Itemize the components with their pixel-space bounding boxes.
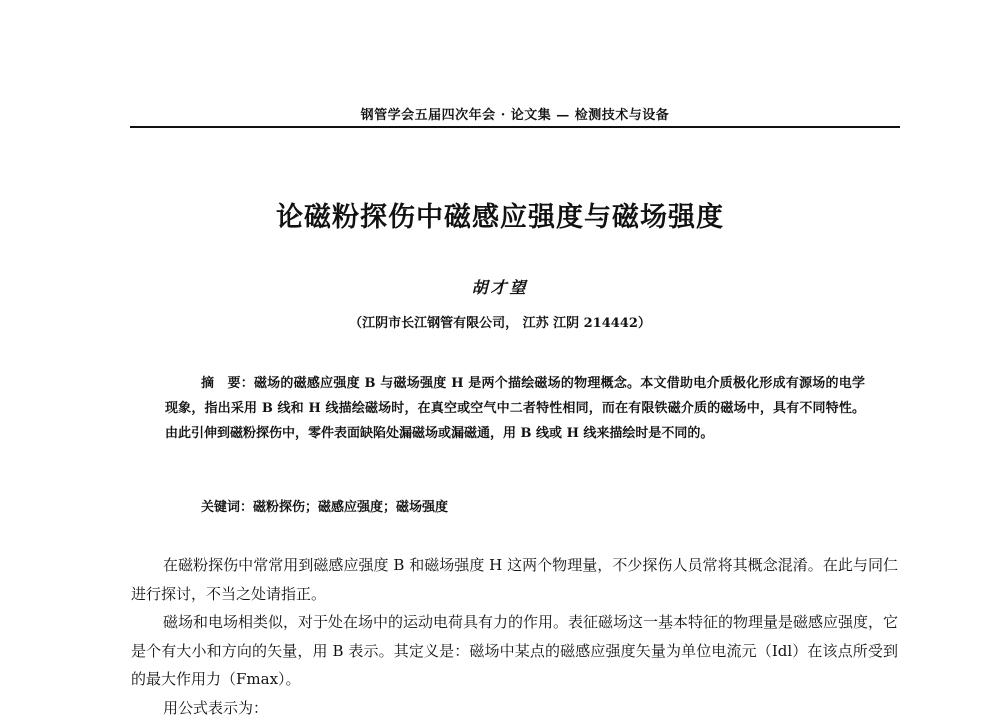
paper-title: 论磁粉探伤中磁感应强度与磁场强度: [276, 202, 724, 233]
running-header: 钢管学会五届四次年会 · 论文集 — 检测技术与设备: [360, 108, 670, 123]
abstract-text: 磁场的磁感应强度 B 与磁场强度 H 是两个描绘磁场的物理概念。本文借助电介质极化形成有源场的电学现象，指出采用 B 线和 H 线描绘磁场时，在真空或空气中二者特性相同，而在有限铁磁介质的磁场中，具有不同特性。由此引伸到磁粉探伤中，零件表面缺陷处漏磁场或漏磁通，用 B 线或 H 线来描绘时是不同的。: [165, 376, 865, 441]
keywords-label: 关键词：: [201, 500, 254, 515]
abstract-label: 摘 要：: [201, 376, 254, 391]
keywords: [201, 496, 448, 515]
author-affiliation: （江阴市长江钢管有限公司， 江苏 江阴 214442）: [349, 316, 651, 331]
body-text: [131, 551, 898, 722]
abstract: [165, 371, 865, 446]
header-rule: [130, 126, 900, 128]
keywords-text: 磁粉探伤；磁感应强度；磁场强度: [253, 500, 449, 515]
body-paragraph-2: 磁场和电场相类似，对于处在场中的运动电荷具有力的作用。表征磁场这一基本特征的物理量是磁感应强度，它是个有大小和方向的矢量，用 B 表示。其定义是：磁场中某点的磁感应强度矢量为单位电流元（Idl）在该点所受到的最大作用力（Fmax）。: [131, 613, 899, 688]
body-paragraph-1: 在磁粉探伤中常常用到磁感应强度 B 和磁场强度 H 这两个物理量，不少探伤人员常将其概念混淆。在此与同仁进行探讨，不当之处请指正。: [131, 556, 898, 603]
author-name: 胡才望: [471, 278, 529, 297]
body-paragraph-3: 用公式表示为：: [163, 698, 269, 717]
